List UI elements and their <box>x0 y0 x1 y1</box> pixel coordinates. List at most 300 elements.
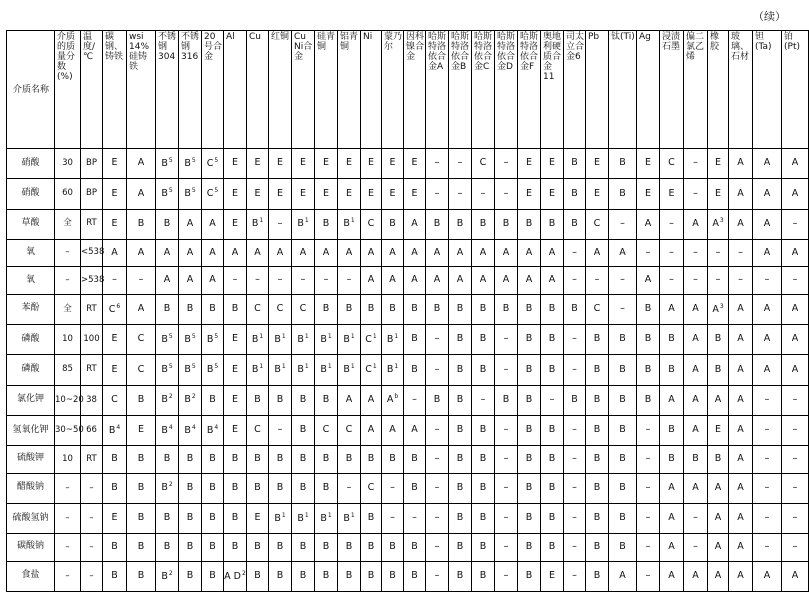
rating-cell: $B^1$ <box>269 355 292 385</box>
rating-cell: – <box>753 446 782 473</box>
rating-cell: – <box>564 415 586 445</box>
rating-cell: B <box>472 325 495 355</box>
rating-cell: A <box>753 355 782 385</box>
rating-cell: A <box>684 355 708 385</box>
column-header: 温度/℃ <box>81 31 103 149</box>
temperature-cell: – <box>81 473 103 503</box>
rating-cell: B <box>179 446 202 473</box>
rating-cell: $B^1$ <box>247 355 269 385</box>
rating-cell: C <box>361 209 382 239</box>
column-header: 介质名称 <box>7 31 55 149</box>
rating-cell: B <box>338 561 361 591</box>
rating-cell: E <box>224 325 247 355</box>
rating-cell: A <box>127 149 156 179</box>
rating-cell: B <box>269 561 292 591</box>
rating-cell: – <box>495 325 518 355</box>
rating-cell: $B^4$ <box>202 415 224 445</box>
rating-cell: B <box>472 561 495 591</box>
rating-cell: B <box>708 355 729 385</box>
rating-cell: $B^1$ <box>292 325 315 355</box>
rating-cell: B <box>660 325 684 355</box>
rating-cell: B <box>361 561 382 591</box>
rating-cell: A <box>729 385 753 415</box>
column-header: 钛(Ti) <box>609 31 637 149</box>
rating-cell: – <box>753 267 782 294</box>
rating-cell: A <box>660 534 684 561</box>
concentration-cell: 30~50 <box>55 415 81 445</box>
medium-name: 硝酸 <box>7 179 55 209</box>
rating-cell: – <box>495 179 518 209</box>
rating-cell: B <box>586 503 609 533</box>
rating-cell: A <box>315 239 338 266</box>
rating-cell: A <box>449 267 472 294</box>
rating-cell: A <box>404 209 426 239</box>
rating-cell: $B^4$ <box>156 415 179 445</box>
rating-cell: A <box>103 239 127 266</box>
concentration-cell: – <box>55 503 81 533</box>
rating-cell: B <box>127 209 156 239</box>
rating-cell: – <box>495 534 518 561</box>
column-header: 20号合金 <box>202 31 224 149</box>
rating-cell: B <box>609 503 637 533</box>
rating-cell: A <box>729 534 753 561</box>
rating-cell: A <box>179 267 202 294</box>
rating-cell: B <box>292 561 315 591</box>
rating-cell: $B^5$ <box>202 325 224 355</box>
rating-cell: B <box>708 446 729 473</box>
rating-cell: B <box>338 294 361 324</box>
rating-cell: – <box>753 503 782 533</box>
rating-cell: – <box>426 149 449 179</box>
rating-cell: B <box>586 446 609 473</box>
rating-cell: A <box>426 267 449 294</box>
rating-cell: E <box>338 149 361 179</box>
rating-cell: $B^2$ <box>156 473 179 503</box>
rating-cell: – <box>292 267 315 294</box>
column-header: 不锈钢316 <box>179 31 202 149</box>
rating-cell: E <box>103 503 127 533</box>
rating-cell: E <box>292 179 315 209</box>
medium-name: 硫酸钾 <box>7 446 55 473</box>
rating-cell: – <box>426 415 449 445</box>
concentration-cell: 10 <box>55 446 81 473</box>
rating-cell: B <box>292 473 315 503</box>
rating-cell: C <box>103 385 127 415</box>
rating-cell: B <box>449 294 472 324</box>
rating-cell: $B^2$ <box>179 385 202 415</box>
rating-cell: $B^1$ <box>269 503 292 533</box>
rating-cell: B <box>103 561 127 591</box>
rating-cell: E <box>404 179 426 209</box>
rating-cell: E <box>224 385 247 415</box>
rating-cell: B <box>426 294 449 324</box>
rating-cell: – <box>782 534 809 561</box>
rating-cell: A <box>782 149 809 179</box>
rating-cell: E <box>382 179 404 209</box>
rating-cell: A <box>269 239 292 266</box>
rating-cell: B <box>449 209 472 239</box>
rating-cell: B <box>179 473 202 503</box>
rating-cell: C <box>660 149 684 179</box>
rating-cell: B <box>518 534 541 561</box>
rating-cell: $C^5$ <box>202 149 224 179</box>
rating-cell: B <box>338 446 361 473</box>
rating-cell: B <box>269 385 292 415</box>
table-row <box>7 415 809 445</box>
rating-cell: B <box>449 473 472 503</box>
rating-cell: A <box>729 209 753 239</box>
rating-cell: B <box>518 415 541 445</box>
rating-cell: A <box>753 209 782 239</box>
rating-cell: $B^5$ <box>179 179 202 209</box>
rating-cell: – <box>684 239 708 266</box>
rating-cell: E <box>224 415 247 445</box>
rating-cell: B <box>609 149 637 179</box>
rating-cell: A <box>637 267 660 294</box>
rating-cell: – <box>426 446 449 473</box>
rating-cell: A <box>404 267 426 294</box>
rating-cell: B <box>404 561 426 591</box>
column-header: 钽(Ta) <box>753 31 782 149</box>
rating-cell: A <box>361 239 382 266</box>
rating-cell: – <box>495 415 518 445</box>
rating-cell: A <box>202 209 224 239</box>
rating-cell: B <box>449 355 472 385</box>
rating-cell: $C^1$ <box>361 355 382 385</box>
rating-cell: – <box>382 503 404 533</box>
rating-cell: A <box>404 239 426 266</box>
rating-cell: $B^5$ <box>156 325 179 355</box>
column-header: Cu <box>247 31 269 149</box>
rating-cell: A <box>586 239 609 266</box>
rating-cell: A <box>729 561 753 591</box>
rating-cell: – <box>782 473 809 503</box>
rating-cell: – <box>426 355 449 385</box>
rating-cell: B <box>564 149 586 179</box>
rating-cell: E <box>637 149 660 179</box>
rating-cell: C <box>361 473 382 503</box>
rating-cell: B <box>127 561 156 591</box>
rating-cell: $B^1$ <box>382 355 404 385</box>
column-header: 浸渍石墨 <box>660 31 684 149</box>
rating-cell: $B^5$ <box>179 325 202 355</box>
rating-cell: B <box>224 503 247 533</box>
rating-cell: – <box>382 473 404 503</box>
temperature-cell: BP <box>81 179 103 209</box>
rating-cell: B <box>449 385 472 415</box>
rating-cell: – <box>637 503 660 533</box>
rating-cell: B <box>518 446 541 473</box>
rating-cell: – <box>315 267 338 294</box>
rating-cell: A <box>495 267 518 294</box>
rating-cell: A <box>660 503 684 533</box>
rating-cell: – <box>564 473 586 503</box>
rating-cell: E <box>541 561 564 591</box>
rating-cell: A <box>338 385 361 415</box>
rating-cell: – <box>541 385 564 415</box>
rating-cell: B <box>637 294 660 324</box>
concentration-cell: 10~20 <box>55 385 81 415</box>
table-row <box>7 534 809 561</box>
rating-cell: – <box>708 239 729 266</box>
column-header: 不锈钢304 <box>156 31 179 149</box>
rating-cell: – <box>586 267 609 294</box>
concentration-cell: 全 <box>55 209 81 239</box>
rating-cell: A <box>729 355 753 385</box>
rating-cell: B <box>247 561 269 591</box>
rating-cell: B <box>361 503 382 533</box>
rating-cell: B <box>541 209 564 239</box>
rating-cell: B <box>224 446 247 473</box>
rating-cell: C <box>247 294 269 324</box>
rating-cell: E <box>541 179 564 209</box>
table-row <box>7 446 809 473</box>
rating-cell: E <box>315 149 338 179</box>
rating-cell: B <box>449 503 472 533</box>
rating-cell: – <box>247 267 269 294</box>
rating-cell: B <box>472 209 495 239</box>
rating-cell: B <box>292 446 315 473</box>
rating-cell: – <box>426 179 449 209</box>
rating-cell: B <box>518 355 541 385</box>
rating-cell: B <box>518 325 541 355</box>
rating-cell: A <box>637 209 660 239</box>
temperature-cell: – <box>81 561 103 591</box>
rating-cell: B <box>495 209 518 239</box>
rating-cell: E <box>518 179 541 209</box>
rating-cell: B <box>202 534 224 561</box>
rating-cell: B <box>564 179 586 209</box>
rating-cell: A <box>729 179 753 209</box>
rating-cell: – <box>684 179 708 209</box>
rating-cell: B <box>564 385 586 415</box>
rating-cell: – <box>753 534 782 561</box>
rating-cell: B <box>361 534 382 561</box>
header-row <box>7 31 809 149</box>
rating-cell: A <box>782 179 809 209</box>
rating-cell: E <box>247 149 269 179</box>
table-row <box>7 294 809 324</box>
temperature-cell: 100 <box>81 325 103 355</box>
rating-cell: $A^3$ <box>708 209 729 239</box>
rating-cell: A <box>449 239 472 266</box>
rating-cell: B <box>103 473 127 503</box>
column-header: 哈斯特洛依合金A <box>426 31 449 149</box>
rating-cell: A <box>127 294 156 324</box>
medium-name: 磷酸 <box>7 325 55 355</box>
rating-cell: E <box>637 179 660 209</box>
rating-cell: – <box>637 446 660 473</box>
rating-cell: A <box>753 325 782 355</box>
rating-cell: A <box>708 534 729 561</box>
rating-cell: B <box>156 446 179 473</box>
rating-cell: B <box>382 209 404 239</box>
concentration-cell: 全 <box>55 294 81 324</box>
rating-cell: B <box>404 325 426 355</box>
rating-cell: – <box>269 209 292 239</box>
rating-cell: B <box>586 473 609 503</box>
rating-cell: E <box>292 149 315 179</box>
column-header: 因科镍合金 <box>404 31 426 149</box>
rating-cell: B <box>292 385 315 415</box>
rating-cell: B <box>637 385 660 415</box>
rating-cell: A <box>518 239 541 266</box>
rating-cell: B <box>586 415 609 445</box>
rating-cell: – <box>426 473 449 503</box>
rating-cell: A <box>472 239 495 266</box>
rating-cell: B <box>202 294 224 324</box>
concentration-cell: – <box>55 561 81 591</box>
rating-cell: A <box>729 149 753 179</box>
rating-cell: – <box>782 503 809 533</box>
rating-cell: B <box>224 534 247 561</box>
rating-cell: E <box>708 179 729 209</box>
rating-cell: A <box>127 179 156 209</box>
rating-cell: $B^5$ <box>202 355 224 385</box>
rating-cell: $B^5$ <box>156 149 179 179</box>
rating-cell: B <box>338 534 361 561</box>
concentration-cell: – <box>55 473 81 503</box>
rating-cell: B <box>541 355 564 385</box>
rating-cell: A $D^2$ <box>224 561 247 591</box>
rating-cell: $C^6$ <box>103 294 127 324</box>
rating-cell: B <box>541 294 564 324</box>
rating-cell: B <box>315 294 338 324</box>
rating-cell: – <box>495 149 518 179</box>
rating-cell: B <box>586 561 609 591</box>
rating-cell: B <box>156 503 179 533</box>
rating-cell: A <box>426 239 449 266</box>
concentration-cell: 10 <box>55 325 81 355</box>
rating-cell: A <box>518 267 541 294</box>
rating-cell: – <box>426 561 449 591</box>
rating-cell: $A^b$ <box>382 385 404 415</box>
rating-cell: – <box>564 561 586 591</box>
rating-cell: – <box>495 473 518 503</box>
rating-cell: A <box>202 267 224 294</box>
rating-cell: B <box>541 415 564 445</box>
rating-cell: B <box>541 503 564 533</box>
temperature-cell: – <box>81 503 103 533</box>
rating-cell: – <box>684 534 708 561</box>
rating-cell: A <box>609 561 637 591</box>
rating-cell: B <box>541 325 564 355</box>
medium-name: 硫酸氢钠 <box>7 503 55 533</box>
rating-cell: B <box>472 534 495 561</box>
rating-cell: B <box>541 446 564 473</box>
rating-cell: A <box>224 239 247 266</box>
rating-cell: – <box>684 267 708 294</box>
medium-name: 草酸 <box>7 209 55 239</box>
rating-cell: E <box>708 149 729 179</box>
rating-cell: A <box>684 209 708 239</box>
rating-cell: $C^1$ <box>361 325 382 355</box>
rating-cell: C <box>586 209 609 239</box>
rating-cell: B <box>426 385 449 415</box>
rating-cell: – <box>564 239 586 266</box>
rating-cell: A <box>753 561 782 591</box>
rating-cell: – <box>564 503 586 533</box>
rating-cell: B <box>472 503 495 533</box>
column-header: 哈斯特洛依合金B <box>449 31 472 149</box>
rating-cell: B <box>660 415 684 445</box>
rating-cell: – <box>684 503 708 533</box>
rating-cell: $B^2$ <box>156 561 179 591</box>
rating-cell: A <box>660 385 684 415</box>
temperature-cell: RT <box>81 446 103 473</box>
temperature-cell: RT <box>81 355 103 385</box>
rating-cell: – <box>472 385 495 415</box>
rating-cell: $B^1$ <box>292 209 315 239</box>
column-header: 铝青铜 <box>338 31 361 149</box>
rating-cell: B <box>382 446 404 473</box>
temperature-cell: <538 <box>81 239 103 266</box>
column-header: wsi 14% 硅铸铁 <box>127 31 156 149</box>
rating-cell: B <box>518 294 541 324</box>
medium-name: 醋酸钠 <box>7 473 55 503</box>
rating-cell: $B^1$ <box>247 209 269 239</box>
rating-cell: A <box>782 355 809 385</box>
medium-name: 碳酸钠 <box>7 534 55 561</box>
rating-cell: B <box>609 415 637 445</box>
rating-cell: E <box>338 179 361 209</box>
rating-cell: $B^1$ <box>247 325 269 355</box>
rating-cell: B <box>179 561 202 591</box>
rating-cell: B <box>247 473 269 503</box>
rating-cell: B <box>156 209 179 239</box>
column-header: 偏二氯乙烯 <box>684 31 708 149</box>
rating-cell: E <box>518 149 541 179</box>
rating-cell: B <box>541 534 564 561</box>
table-row <box>7 267 809 294</box>
rating-cell: E <box>541 149 564 179</box>
rating-cell: A <box>472 267 495 294</box>
rating-cell: B <box>103 534 127 561</box>
rating-cell: – <box>495 561 518 591</box>
rating-cell: E <box>103 149 127 179</box>
column-header: 硅青铜 <box>315 31 338 149</box>
rating-cell: – <box>338 473 361 503</box>
column-header: 奥地利硬质合金11 <box>541 31 564 149</box>
rating-cell: B <box>586 534 609 561</box>
rating-cell: B <box>609 179 637 209</box>
rating-cell: A <box>382 415 404 445</box>
rating-cell: B <box>156 534 179 561</box>
temperature-cell: 66 <box>81 415 103 445</box>
rating-cell: A <box>782 239 809 266</box>
rating-cell: A <box>660 294 684 324</box>
table-row <box>7 355 809 385</box>
rating-cell: E <box>127 415 156 445</box>
rating-cell: B <box>315 534 338 561</box>
rating-cell: $B^2$ <box>156 385 179 415</box>
rating-cell: E <box>361 179 382 209</box>
rating-cell: A <box>708 385 729 415</box>
rating-cell: B <box>609 446 637 473</box>
rating-cell: $B^5$ <box>179 355 202 385</box>
rating-cell: A <box>292 239 315 266</box>
rating-cell: B <box>472 415 495 445</box>
rating-cell: C <box>292 294 315 324</box>
rating-cell: C <box>338 415 361 445</box>
rating-cell: A <box>156 267 179 294</box>
rating-cell: – <box>269 267 292 294</box>
rating-cell: E <box>404 149 426 179</box>
rating-cell: B <box>472 446 495 473</box>
rating-cell: B <box>404 473 426 503</box>
concentration-cell: – <box>55 239 81 266</box>
column-header: Ni <box>361 31 382 149</box>
